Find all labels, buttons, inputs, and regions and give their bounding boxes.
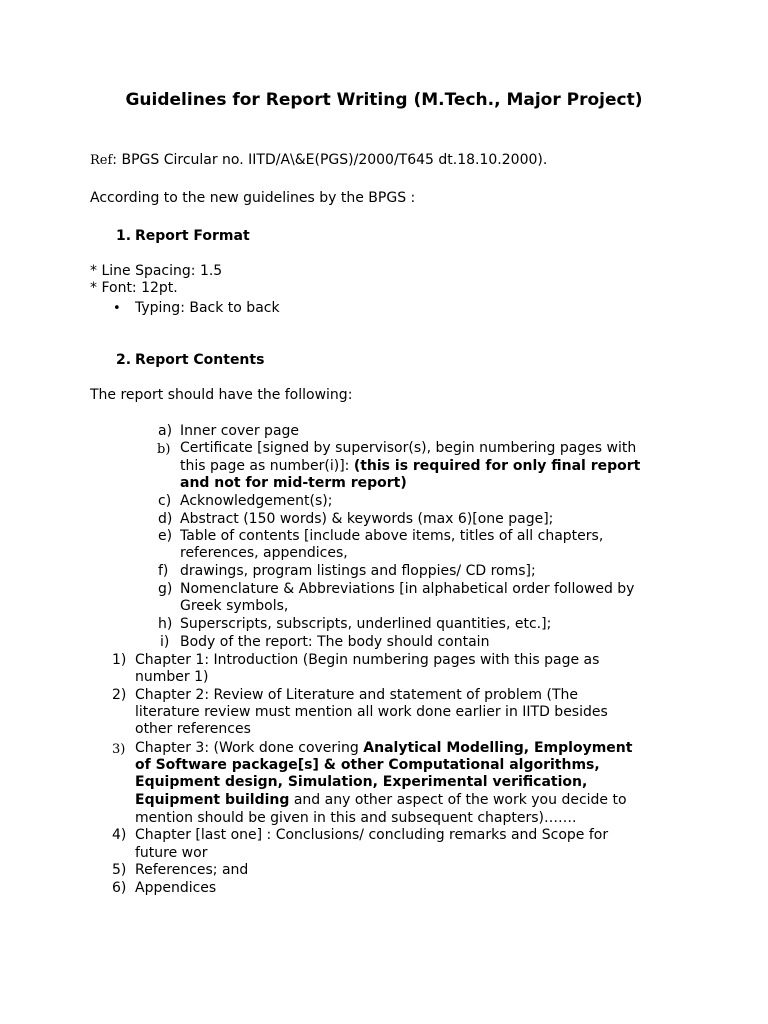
list-item: Abstract (150 words) & keywords (max 6)[one page]; bbox=[180, 511, 554, 527]
list-item: Body of the report: The body should contain bbox=[180, 634, 490, 650]
list-item-continuation bbox=[180, 458, 640, 476]
list-marker: 1) bbox=[112, 652, 127, 668]
list-item-emphasis: and not for mid-term report) bbox=[180, 475, 407, 491]
list-marker: a) bbox=[158, 423, 173, 439]
chapter-item-emphasis: Equipment building bbox=[135, 792, 290, 808]
chapter-item-emphasis: Equipment design, Simulation, Experimental verification, bbox=[135, 774, 588, 790]
chapter-item-continuation: other references bbox=[135, 721, 251, 737]
chapter-item: Chapter [last one] : Conclusions/ concluding remarks and Scope for bbox=[135, 827, 609, 843]
chapter-item-emphasis: of Software package[s] & other Computational algorithms, bbox=[135, 757, 600, 773]
list-marker: c) bbox=[158, 493, 172, 509]
list-item: Certificate [signed by supervisor(s), begin numbering pages with bbox=[180, 440, 637, 456]
list-marker: b) bbox=[157, 442, 171, 457]
section-1-number: 1. bbox=[116, 228, 132, 244]
reference-line bbox=[90, 152, 547, 170]
chapter-item-continuation: mention should be given in this and subsequent chapters)……. bbox=[135, 810, 577, 826]
list-marker: 5) bbox=[112, 862, 127, 878]
intro-paragraph: According to the new guidelines by the BPGS : bbox=[90, 190, 416, 206]
section-1-heading: Report Format bbox=[135, 228, 250, 244]
list-marker: d) bbox=[158, 511, 173, 527]
ref-label: Ref bbox=[90, 153, 113, 168]
chapter-item: Chapter 2: Review of Literature and statement of problem (The bbox=[135, 687, 578, 703]
list-marker: 3) bbox=[112, 742, 126, 757]
chapter-item-continuation: future wor bbox=[135, 845, 208, 861]
section-2-heading: Report Contents bbox=[135, 352, 265, 368]
page-title: Guidelines for Report Writing (M.Tech., Major Project) bbox=[125, 90, 643, 110]
ref-text: BPGS Circular no. IITD/A\&E(PGS)/2000/T645 dt.18.10.2000). bbox=[121, 152, 548, 168]
chapter-item-continuation bbox=[135, 792, 627, 810]
chapter-item: Chapter 1: Introduction (Begin numbering pages with this page as bbox=[135, 652, 600, 668]
ref-colon: : bbox=[112, 152, 118, 168]
list-marker: 6) bbox=[112, 880, 127, 896]
chapter-item-text: and any other aspect of the work you decide to bbox=[289, 792, 627, 808]
list-marker: 2) bbox=[112, 687, 127, 703]
bullet-icon: • bbox=[113, 301, 121, 316]
chapter-item: Appendices bbox=[135, 880, 217, 896]
list-marker: 4) bbox=[112, 827, 127, 843]
bullet-item: Typing: Back to back bbox=[135, 300, 280, 316]
list-marker: g) bbox=[158, 581, 173, 597]
list-item: Table of contents [include above items, titles of all chapters, bbox=[180, 528, 604, 544]
list-item: Superscripts, subscripts, underlined quantities, etc.]; bbox=[180, 616, 552, 632]
list-item: Nomenclature & Abbreviations [in alphabetical order followed by bbox=[180, 581, 635, 597]
list-item-text: this page as number(i)]: bbox=[180, 458, 354, 474]
chapter-item-emphasis: Analytical Modelling, Employment bbox=[363, 740, 633, 756]
chapter-item-continuation: number 1) bbox=[135, 669, 209, 685]
section-2-number: 2. bbox=[116, 352, 132, 368]
list-marker: f) bbox=[158, 563, 169, 579]
chapter-item: References; and bbox=[135, 862, 249, 878]
list-item: Inner cover page bbox=[180, 423, 300, 439]
list-item: Acknowledgement(s); bbox=[180, 493, 333, 509]
contents-intro: The report should have the following: bbox=[90, 387, 353, 403]
format-item: * Line Spacing: 1.5 bbox=[90, 263, 223, 279]
list-item-emphasis: (this is required for only final report bbox=[353, 458, 641, 474]
format-item: * Font: 12pt. bbox=[90, 280, 178, 296]
list-item: drawings, program listings and floppies/ CD roms]; bbox=[180, 563, 536, 579]
list-item-continuation: Greek symbols, bbox=[180, 598, 289, 614]
chapter-item-continuation: literature review must mention all work done earlier in IITD besides bbox=[135, 704, 608, 720]
list-marker: i) bbox=[160, 634, 170, 650]
chapter-item-text: Chapter 3: (Work done covering bbox=[135, 740, 364, 756]
list-marker: h) bbox=[158, 616, 173, 632]
list-item-continuation: references, appendices, bbox=[180, 545, 348, 561]
list-marker: e) bbox=[158, 528, 173, 544]
chapter-item bbox=[135, 740, 632, 758]
